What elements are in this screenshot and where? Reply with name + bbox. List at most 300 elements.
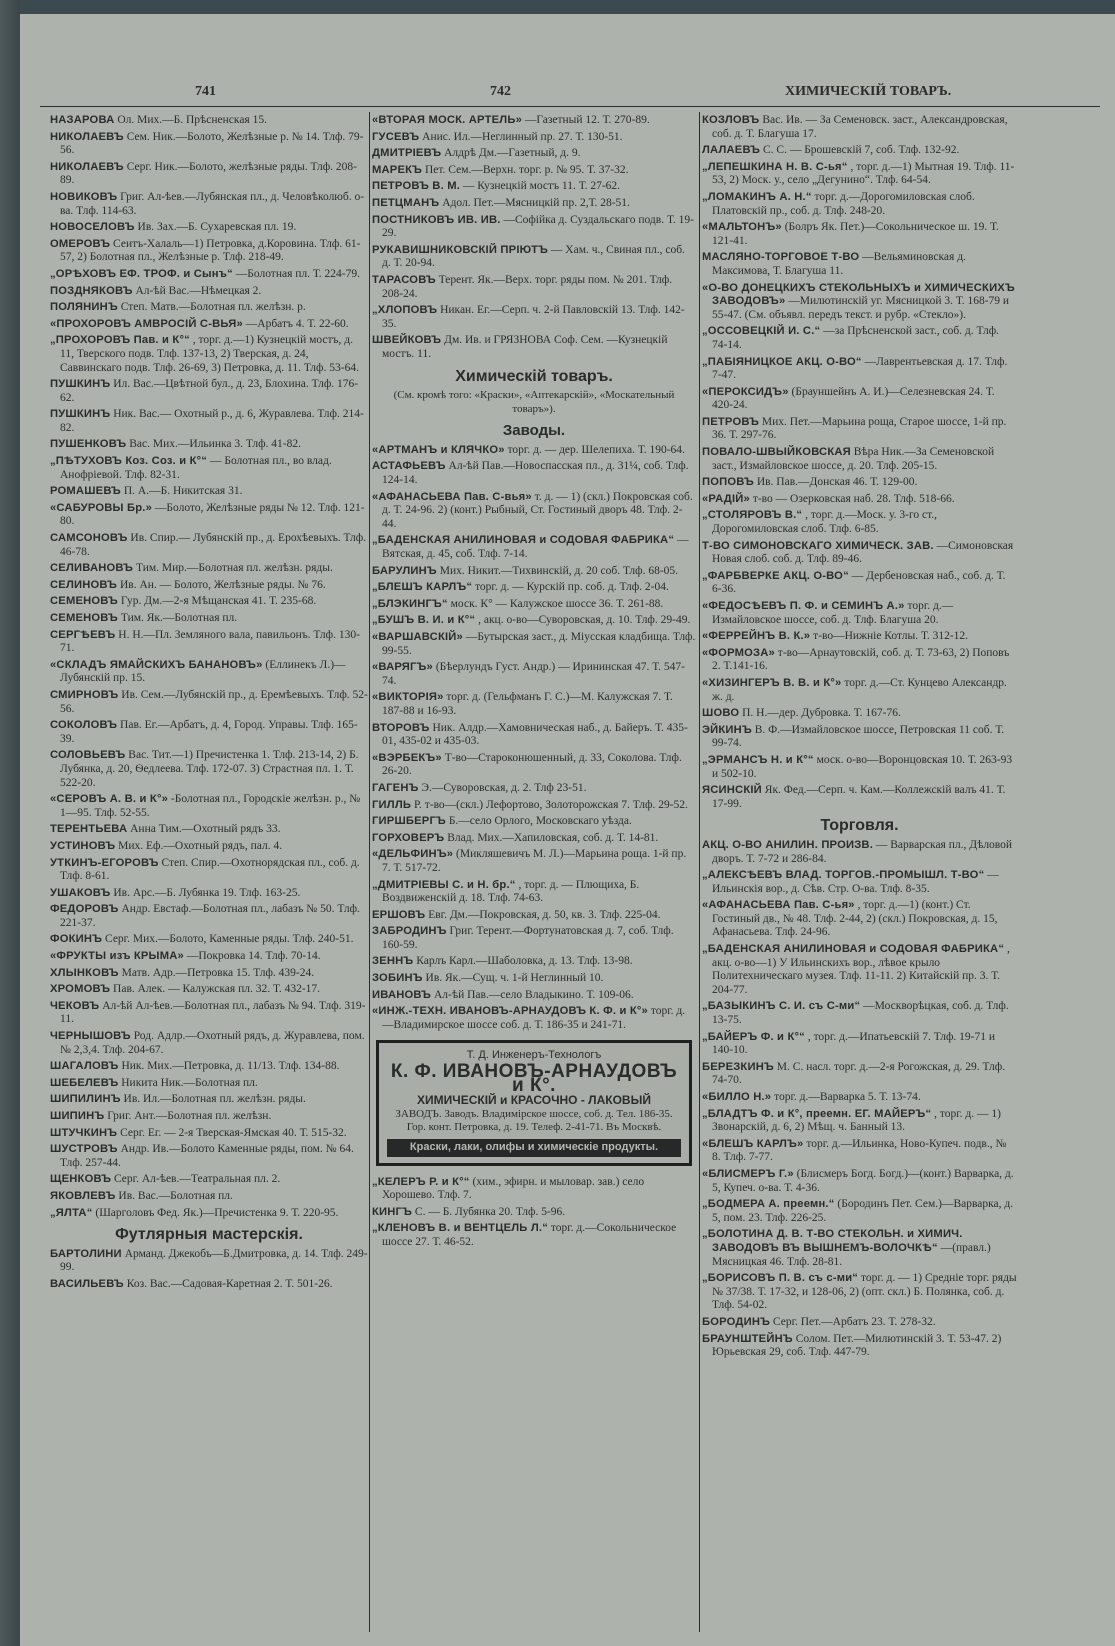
entry-details: Ив. Зах.—Б. Сухаревская пл. 19. <box>137 221 297 234</box>
directory-entry <box>50 161 368 188</box>
directory-entry <box>702 724 1017 751</box>
entry-name: „БОДМЕРА А. преемн.“ <box>702 1198 835 1211</box>
directory-entry <box>702 1316 1017 1330</box>
directory-entry <box>372 955 696 969</box>
subsection-title: Заводы. <box>502 422 566 440</box>
directory-entry <box>50 408 368 435</box>
directory-entry <box>50 612 368 626</box>
entry-name: СМИРНОВЪ <box>50 688 119 701</box>
entry-name: ИВАНОВЪ <box>372 988 432 1001</box>
entry-name: СЕЛИВАНОВЪ <box>50 562 134 575</box>
directory-entry <box>372 334 696 361</box>
section-title: Торговля. <box>820 817 899 835</box>
entry-name: ГИЛЛЬ <box>372 798 412 811</box>
directory-entry <box>372 460 696 487</box>
entry-details: —за Прѣсненской заст., соб. д. Тлф. 74-14. <box>712 325 1000 351</box>
entry-name: РУКАВИШНИКОВСКІЙ ПРІЮТЪ <box>372 243 549 256</box>
entry-details: Вѣра Ник.—За Семеновской заст., Измайловское шоссе, д. 20. Тлф. 205-15. <box>712 446 995 472</box>
entry-details: Терент. Як.—Верх. торг. ряды пом. № 201. Тлф. 208-24. <box>382 273 673 300</box>
entry-details: торг. д. (Гельфманъ Г. С.)—М. Калужская 7. Т. 187-88 и 16-93. <box>382 691 673 717</box>
entry-name: ПЕТРОВЪ В. М. <box>372 180 461 193</box>
entry-name: ФОКИНЪ <box>50 933 103 946</box>
entry-name: „КЛЕНОВЪ В. и ВЕНТЦЕЛЬ Л.“ <box>372 1222 548 1235</box>
entry-name: „БАДЕНСКАЯ АНИЛИНОВАЯ и СОДОВАЯ ФАБРИКА“ <box>702 943 1005 956</box>
directory-entry <box>50 114 368 128</box>
entry-name: «ИНЖ.-ТЕХН. ИВАНОВЪ-АРНАУДОВЪ К. Ф. и К°» <box>372 1005 648 1018</box>
ad-top-line: Т. Д. Инженеръ-Технологъ <box>466 1049 602 1062</box>
entry-name: ВТОРОВЪ <box>372 721 430 734</box>
entry-name: «ПРОХОРОВЪ АМВРОСІЙ С-ВЬЯ» <box>50 317 243 330</box>
directory-entry <box>702 144 1017 158</box>
entry-details: т-во — Озерковская наб. 28. Тлф. 518-66. <box>752 492 955 505</box>
entry-details: торг. д.—Измайловское шоссе, соб. д. Тлф. Благуша 20. <box>712 600 954 626</box>
entry-name: СЕЛИНОВЪ <box>50 578 118 591</box>
entry-details: , торг. д.—1) Мытная 19. Тлф. 11-53, 2) Моск. у., село „Дегунино“. Тлф. 64-54. <box>712 160 1015 187</box>
directory-entry <box>702 784 1017 811</box>
entry-name: ШОВО <box>702 707 740 720</box>
entry-name: ХЛЫНКОВЪ <box>50 966 119 979</box>
entry-name: ДМИТРІЕВЪ <box>372 147 442 160</box>
entry-details: Анис. Ил.—Неглинный пр. 27. Т. 130-51. <box>422 130 623 143</box>
entry-name: „БАДЕНСКАЯ АНИЛИНОВАЯ и СОДОВАЯ ФАБРИКА“ <box>372 534 675 547</box>
entry-name: „ЯЛТА“ <box>50 1206 93 1219</box>
ad-line-1: ХИМИЧЕСКІЙ и КРАСОЧНО - ЛАКОВЫЙ <box>417 1093 651 1108</box>
entry-details: Карлъ Карл.—Шаболовка, д. 13. Тлф. 13-98. <box>416 955 633 968</box>
directory-entry <box>50 1248 368 1275</box>
directory-entry <box>50 840 368 854</box>
entry-details: , торг. д. — Плющиха, Б. Воздвиженскій д. 18. Тлф. 74-63. <box>382 878 640 905</box>
entry-details: Ив. Як.—Сущ. ч. 1-й Неглинный 10. <box>425 972 604 985</box>
entry-name: ГАГЕНЪ <box>372 781 419 794</box>
directory-entry <box>372 909 696 923</box>
directory-entry <box>50 887 368 901</box>
entry-name: «ХИЗИНГЕРЪ В. В. и К°» <box>702 676 842 689</box>
column-3 <box>702 114 1017 1644</box>
entry-name: БРАУНШТЕЙНЪ <box>702 1332 793 1345</box>
entry-details: Ив. Арс.—Б. Лубянка 19. Тлф. 163-25. <box>113 886 301 899</box>
page-number: 742 <box>490 84 511 99</box>
directory-entry <box>50 579 368 593</box>
directory-entry <box>702 1168 1017 1195</box>
directory-entry <box>50 1110 368 1124</box>
directory-entry <box>372 799 696 813</box>
entry-details: (хим., эфирн. и мыловар. зав.) село Хорошево. Тлф. 7. <box>382 1175 645 1202</box>
entry-name: «РАДІЙ» <box>702 492 750 505</box>
entry-name: ПОЗДНЯКОВЪ <box>50 284 133 297</box>
directory-entry <box>50 983 368 997</box>
directory-entry <box>372 691 696 718</box>
directory-entry <box>702 325 1017 352</box>
entry-details: Б.—село Орлого, Московскаго уѣзда. <box>448 815 632 828</box>
directory-entry <box>702 647 1017 674</box>
directory-entry <box>50 793 368 820</box>
entry-details: Тим. Мир.—Болотная пл. желѣзн. ряды. <box>135 562 333 575</box>
entry-name: НАЗАРОВА <box>50 114 115 126</box>
entry-name: ХРОМОВЪ <box>50 983 111 996</box>
entry-name: ОМЕРОВЪ <box>50 237 111 250</box>
directory-entry <box>50 285 368 299</box>
directory-entry <box>372 244 696 271</box>
directory-entry <box>372 304 696 331</box>
directory-entry <box>50 1077 368 1091</box>
directory-entry <box>702 493 1017 507</box>
entry-details: (Бородинъ Пет. Сем.)—Варварка, д. 5, пом. 23. Тлф. 226-25. <box>712 1198 1014 1224</box>
entry-name: СЕМЕНОВЪ <box>50 595 118 608</box>
entry-name: САМСОНОВЪ <box>50 532 128 545</box>
directory-entry <box>50 1190 368 1204</box>
directory-entry <box>372 131 696 145</box>
directory-entry <box>702 570 1017 597</box>
entry-details: Ив. Пав.—Донская 46. Т. 129-00. <box>756 476 918 489</box>
entry-details: Тим. Як.—Болотная пл. <box>120 612 238 624</box>
entry-name: ПУШКИНЪ <box>50 408 111 421</box>
entry-details: (Болръ Як. Пет.)—Сокольническое ш. 19. Т. 121-41. <box>712 221 999 247</box>
entry-details: Серг. Мих.—Болото, Каменные ряды. Тлф. 240-51. <box>105 933 354 946</box>
entry-details: Ал-ѣй Пав.—село Владыкино. Т. 109-06. <box>433 988 634 1001</box>
entry-details: , торг. д. — 1) Звонарскій, д. 6, 2) Мѣщ. ч. Банный 13. <box>712 1107 1001 1134</box>
entry-name: ЯКОВЛЕВЪ <box>50 1189 116 1202</box>
directory-entry <box>702 707 1017 721</box>
entry-name: ПОЛЯНИНЪ <box>50 301 118 314</box>
entry-name: ЯСИНСКІЙ <box>702 784 762 797</box>
entry-details: П. А.—Б. Никитская 31. <box>123 485 243 498</box>
directory-entry <box>702 282 1017 323</box>
entry-name: ЕРШОВЪ <box>372 908 426 921</box>
entry-details: —Болотная пл. Т. 224-79. <box>235 267 360 280</box>
entry-name: ГОРХОВЕРЪ <box>372 831 445 844</box>
entry-details: Род. Адлр.—Охотный рядъ, д. Журавлева, пом. № 2,3,4. Тлф. 204-67. <box>60 1030 365 1056</box>
entry-name: МАСЛЯНО-ТОРГОВОЕ Т-ВО <box>702 251 860 264</box>
entry-details: П. Н.—дер. Дубровка. Т. 167-76. <box>742 707 901 720</box>
entry-details: —Москворѣцкая, соб. д. Тлф. 13-75. <box>712 1000 1009 1027</box>
directory-entry <box>50 950 368 964</box>
directory-entry <box>702 509 1017 536</box>
entry-details: Анна Тим.—Охотный рядъ 33. <box>130 823 281 836</box>
entry-details: Алдрѣ Дм.—Газетный, д. 9. <box>444 147 581 160</box>
entry-details: , акц. о-во—1) У Ильинскихъ вор., лѣвое крыло Политехническаго музея. Тлф. 11-11. 2) Китайскій пр. 3. Т. 204-77. <box>712 943 1010 996</box>
entry-details: Коз. Вас.—Садовая-Каретная 2. Т. 501-26. <box>126 1277 333 1290</box>
directory-entry <box>702 1091 1017 1105</box>
entry-name: КОЗЛОВЪ <box>702 114 760 126</box>
entry-name: «ВТОРАЯ МОСК. АРТЕЛЬ» <box>372 114 522 126</box>
entry-name: «ПЕРОКСИДЪ» <box>702 385 789 398</box>
entry-details: Мих. Никит.—Тихвинскій, д. 20 соб. Тлф. 68-05. <box>439 564 679 577</box>
entry-details: —Милютинскій уг. Мясницкой 3. Т. 168-79 и 55-47. (См. объявл. передъ текст. и рубр. «Стекло»). <box>712 295 1010 321</box>
entry-details: , торг. д.—Моск. у. 3-го ст., Дорогомиловская слоб. Тлф. 6-85. <box>712 509 938 536</box>
entry-name: Т-ВО СИМОНОВСКАГО ХИМИЧЕСК. ЗАВ. <box>702 539 934 552</box>
entry-name: „ФАРБВЕРКЕ АКЦ. О-ВО“ <box>702 569 849 582</box>
entry-details: —Софійка д. Суздальскаго подв. Т. 19-29. <box>382 213 694 240</box>
column-2 <box>372 114 696 1644</box>
entry-details: Н. Н.—Пл. Земляного вала, павильонъ. Тлф. 130-71. <box>60 628 360 655</box>
entry-name: ГИРШБЕРГЪ <box>372 815 446 828</box>
directory-entry <box>702 1198 1017 1225</box>
directory-entry <box>702 1108 1017 1135</box>
entry-details: —Симоновская Новая слоб. соб. д. Тлф. 89-46. <box>712 539 1014 566</box>
directory-entry <box>50 1030 368 1057</box>
entry-details: Андр. Ив.—Болото Каменные ряды, пом. № 64. Тлф. 257-44. <box>60 1143 354 1169</box>
directory-entry <box>702 754 1017 781</box>
entry-details: Ал-ѣй Ал-ѣев.—Болотная пл., лабазъ № 94. Тлф. 319-11. <box>60 999 366 1026</box>
advertisement-box <box>376 1040 692 1165</box>
entry-details: Ник. Вас.— Охотный р., д. 6, Журавлева. Тлф. 214-82. <box>60 408 364 434</box>
directory-entry <box>372 274 696 301</box>
directory-entry <box>50 967 368 981</box>
entry-name: ПУШКИНЪ <box>50 378 111 391</box>
entry-name: БЕРЕЗКИНЪ <box>702 1060 774 1073</box>
entry-name: „ОССОВЕЦКІЙ И. С.“ <box>702 325 821 338</box>
entry-details: Мих. Еф.—Охотный рядъ, пал. 4. <box>118 839 283 852</box>
entry-details: Серг. Ник.—Болото, желѣзные ряды. Тлф. 208-89. <box>60 160 357 187</box>
entry-name: ПЕТЦМАНЪ <box>372 196 440 209</box>
entry-details: Григ. Ал-ѣев.—Лубянская пл., д. Человѣколюб. о-ва. Тлф. 114-63. <box>60 190 365 217</box>
entry-details: торг. д. — дер. Шелепиха. Т. 190-64. <box>507 443 685 456</box>
entry-name: «МАЛЬТОНЪ» <box>702 221 782 234</box>
entry-name: „БАЗЫКИНЪ С. И. съ С-ми“ <box>702 1000 861 1013</box>
entry-name: «ФЕРРЕЙНЪ В. К.» <box>702 630 811 643</box>
directory-entry <box>50 903 368 930</box>
entry-details: моск. о-во—Воронцовская 10. Т. 263-93 и 502-10. <box>712 753 1013 780</box>
entry-name: ПЕТРОВЪ <box>702 415 760 428</box>
entry-name: БОРОДИНЪ <box>702 1315 771 1328</box>
entry-details: — Кузнецкій мостъ 11. Т. 27-62. <box>462 180 621 193</box>
entry-name: ЛАЛАЕВЪ <box>702 144 761 157</box>
directory-entry <box>50 532 368 559</box>
directory-entry <box>50 191 368 218</box>
entry-name: «ВАРЯГЪ» <box>372 661 433 674</box>
entry-name: «О-ВО ДОНЕЦКИХЪ СТЕКОЛЬНЫХЪ и ХИМИЧЕСКИХЪ ЗАВОДОВЪ» <box>702 281 1015 308</box>
column-1 <box>50 114 368 1644</box>
entry-details: Ив. Сем.—Лубянскій пр., д. Еремѣевыхъ. Тлф. 52-56. <box>60 688 368 715</box>
directory-entry <box>372 972 696 986</box>
page-header <box>20 84 1115 104</box>
entry-details: , торг. д.—1) Кузнецкій мостъ, д. 11, Тверского подв. Тлф. 137-13, 2) Тверская, д. 24, Саввинскаго подв. Тлф. 26-69, 3) Петровка, д. 11. Тлф. 53-64. <box>60 334 359 374</box>
directory-entry <box>702 677 1017 704</box>
entry-details: торг. д.—Варварка 5. Т. 13-74. <box>774 1091 921 1103</box>
entry-name: КИНГЪ <box>372 1205 413 1218</box>
directory-entry <box>50 823 368 837</box>
directory-entry <box>50 595 368 609</box>
entry-name: «ФОРМОЗА» <box>702 646 775 659</box>
entry-details: — Дербеновская наб., соб. д. Т. 6-36. <box>712 569 1006 596</box>
entry-name: „ПРОХОРОВЪ Пав. и К°“ <box>50 334 190 347</box>
directory-entry <box>372 1206 696 1220</box>
directory-entry <box>50 1127 368 1141</box>
directory-entry <box>372 782 696 796</box>
entry-name: „ЛЕПЕШКИНА Н. В. С-ья“ <box>702 160 848 173</box>
book-spine <box>0 0 20 1646</box>
entry-details: Солом. Пет.—Милютинскій 3. Т. 53-47. 2) Юрьевская 29, соб. Тлф. 447-79. <box>712 1332 1002 1359</box>
directory-entry <box>702 476 1017 490</box>
entry-details: (Шарголовъ Фед. Як.)—Пречистенка 9. Т. 220-95. <box>95 1206 339 1219</box>
entry-details: —Ильинскія вор., д. Сѣв. Стр. О-ва. Тлф. 8-35. <box>712 869 999 895</box>
entry-name: ШЕБЕЛЕВЪ <box>50 1076 119 1089</box>
entry-name: ЧЕРНЫШОВЪ <box>50 1030 131 1043</box>
entry-name: «ДЕЛЬФИНЪ» <box>372 848 454 861</box>
entry-name: ВАСИЛЬЕВЪ <box>50 1277 124 1290</box>
entry-details: (Брауншейнъ А. И.)—Селезневская 24. Т. 420-24. <box>712 385 995 412</box>
entry-name: «АРТМАНЪ и КЛЯЧКО» <box>372 443 505 456</box>
entry-details: Дм. Ив. и ГРЯЗНОВА Соф. Сем. —Кузнецкій мостъ. 11. <box>382 334 668 360</box>
directory-entry <box>372 114 696 128</box>
entry-details: Андр. Евстаф.—Болотная пл., лабазъ № 50. Тлф. 221-37. <box>60 903 360 929</box>
entry-details: Адол. Пет.—Мясницкій пр. 2,Т. 28-51. <box>442 196 630 209</box>
entry-details: В. Ф.—Измайловское шоссе, Петровская 11 соб. Т. 99-74. <box>712 723 1005 750</box>
directory-entry <box>372 989 696 1003</box>
entry-details: Серг. Пет.—Арбатъ 23. Т. 278-32. <box>772 1315 936 1328</box>
entry-name: „БОРИСОВЪ П. В. съ с-ми“ <box>702 1272 859 1285</box>
entry-name: ФЕДОРОВЪ <box>50 903 119 916</box>
directory-entry <box>50 933 368 947</box>
entry-name: «БЛИСМЕРЪ Г.» <box>702 1167 794 1180</box>
entry-name: АКЦ. О-ВО АНИЛИН. ПРОИЗВ. <box>702 838 874 851</box>
entry-details: Никита Ник.—Болотная пл. <box>121 1076 258 1089</box>
directory-entry <box>50 1000 368 1027</box>
entry-details: торг. д.—Ст. Кунцево Александр. ж. д. <box>712 676 1007 703</box>
entry-name: ШВЕЙКОВЪ <box>372 334 442 347</box>
entry-name: УШАКОВЪ <box>50 886 111 899</box>
directory-entry <box>702 899 1017 940</box>
entry-name: „БОЛОТИНА Д. В. Т-ВО СТЕКОЛЬН. и ХИМИЧ. ЗАВОДОВЪ ВЪ ВЫШНЕМЪ-ВОЛОЧКѢ“ <box>702 1228 963 1254</box>
header-rule <box>40 106 1100 107</box>
directory-entry <box>702 943 1017 997</box>
directory-entry <box>702 1000 1017 1027</box>
directory-entry <box>50 1060 368 1074</box>
entry-name: РОМАШЕВЪ <box>50 485 121 498</box>
entry-name: «БЛЕШЪ КАРЛЪ» <box>702 1137 804 1150</box>
entry-details: торг. д. — 1) Средніе торг. ряды № 37/38. Т. 17-32, и 128-06, 2) (опт. скл.) Б. Полянка, соб. д. Тлф. 54-02. <box>712 1272 1017 1312</box>
entry-details: моск. К° — Калужское шоссе 36. Т. 261-88. <box>450 597 664 610</box>
directory-entry <box>702 251 1017 278</box>
entry-details: т-во—Нижніе Котлы. Т. 312-12. <box>813 630 969 643</box>
entry-details: Григ. Ант.—Болотная пл. желѣзн. <box>107 1110 272 1122</box>
directory-entry <box>50 749 368 790</box>
directory-entry <box>372 197 696 211</box>
directory-entry <box>372 491 696 532</box>
entry-details: — Хам. ч., Свиная пл., соб. д. Т. 20-94. <box>382 243 685 270</box>
entry-details: торг. д.—Дорогомиловская слоб. Платовскій пр., соб. д. Тлф. 248-20. <box>712 190 975 217</box>
directory-entry <box>702 1031 1017 1058</box>
entry-details: (Микляшевичъ М. Л.)—Марьина роща. 1-й пр. 7. Т. 517-72. <box>382 848 687 874</box>
directory-entry <box>50 221 368 235</box>
entry-details: -Болотная пл., Городскіе желѣзн. р., № 1—95. Тлф. 52-55. <box>60 793 361 819</box>
entry-details: Пав. Ег.—Арбатъ, д. 4, Город. Управы. Тлф. 165-39. <box>60 719 358 745</box>
directory-entry <box>702 416 1017 443</box>
entry-name: „КЕЛЕРЪ Р. и К°“ <box>372 1175 470 1188</box>
directory-entry <box>50 1093 368 1107</box>
entry-name: «САБУРОВЫ Бр.» <box>50 501 152 514</box>
section-title: Химическій товаръ. <box>455 367 613 385</box>
ad-address: ЗАВОДЪ. Заводъ. Владимірское шоссе, соб. д. Тел. 186-35. Гор. конт. Петровка, д. 19. Телеф. 2-41-71. Въ Москвѣ. <box>395 1107 673 1134</box>
entry-details: Евг. Дм.—Покровская, д. 50, кв. 3. Тлф. 225-04. <box>428 908 661 921</box>
directory-entry <box>702 1333 1017 1360</box>
entry-details: Ник. Мих.—Петровка, д. 11/13. Тлф. 134-88. <box>121 1060 340 1073</box>
entry-details: Серг. Ал-ѣев.—Театральная пл. 2. <box>114 1173 281 1186</box>
entry-name: „ХЛОПОВЪ <box>372 304 438 317</box>
directory-entry <box>50 334 368 375</box>
entry-name: ШИПИНЪ <box>50 1110 105 1122</box>
entry-name: „БЛЭКИНГЪ“ <box>372 597 448 610</box>
entry-details: Сем. Ник.—Болото, Желѣзные р. № 14. Тлф. 79-56. <box>60 130 364 157</box>
entry-details: Сеитъ-Халаль—1) Петровка, д.Коровина. Тлф. 61-57, 2) Болотная пл., Желѣзные р. Тлф. 218-49. <box>60 237 361 264</box>
directory-entry <box>372 815 696 829</box>
entry-details: Пав. Алек. — Калужская пл. 32. Т. 432-17. <box>113 983 321 996</box>
entry-details: Матв. Адр.—Петровка 15. Тлф. 439-24. <box>121 966 315 979</box>
directory-entry <box>702 600 1017 627</box>
column-divider-1 <box>369 112 370 1632</box>
entry-name: ПУШЕНКОВЪ <box>50 438 127 451</box>
entry-details: —Болото, Желѣзные ряды № 12. Тлф. 121-80. <box>60 501 365 528</box>
entry-name: СОЛОВЬЕВЪ <box>50 749 126 762</box>
directory-entry <box>50 131 368 158</box>
entry-name: «БИЛЛО Н.» <box>702 1091 772 1103</box>
entry-name: «СЕРОВЪ А. В. и К°» <box>50 793 169 806</box>
entry-details: Никан. Ег.—Серп. ч. 2-й Павловскій 13. Тлф. 142-35. <box>382 304 685 330</box>
entry-name: НОВОСЕЛОВЪ <box>50 221 135 234</box>
entry-name: «АФАНАСЬЕВА Пав. С-вья» <box>372 490 532 503</box>
directory-entry <box>702 446 1017 473</box>
directory-entry <box>50 1143 368 1170</box>
entry-details: Степ. Матв.—Болотная пл. желѣзн. р. <box>120 301 306 314</box>
entry-name: „ЛОМАКИНЪ А. Н.“ <box>702 190 812 203</box>
entry-details: торг. д. — Курскій пр. соб. д. Тлф. 2-04. <box>475 581 669 594</box>
entry-details: , торг. д.—1) (конт.) Ст. Гостиный дв., № 48. Тлф. 2-44, 2) (скл.) Покровская, д. 15, Афанасьева. Тлф. 24-96. <box>712 899 998 939</box>
entry-details: С. С. — Брошевскій 7, соб. Тлф. 132-92. <box>762 144 960 157</box>
directory-page <box>20 14 1115 1646</box>
directory-entry <box>372 925 696 952</box>
directory-entry <box>50 502 368 529</box>
entry-details: Ив. Вас.—Болотная пл. <box>118 1189 233 1202</box>
entry-details: (Еллинекъ Л.)—Лубянскій пр. 15. <box>60 658 346 685</box>
entry-name: ШАГАЛОВЪ <box>50 1060 119 1073</box>
directory-entry <box>702 839 1017 866</box>
directory-entry <box>702 191 1017 218</box>
entry-name: ЩЕНКОВЪ <box>50 1173 112 1186</box>
entry-details: т-во—Арнаутовскій, соб. д. Т. 73-63, 2) Поповъ 2. Т.141-16. <box>712 646 1010 673</box>
running-title: ХИМИЧЕСКІЙ ТОВАРЪ. <box>785 84 952 99</box>
entry-details: —Газетный 12. Т. 270-89. <box>524 114 650 126</box>
entry-details: , торг. д.—Ипатьевскій 7. Тлф. 19-71 и 140-10. <box>712 1030 996 1057</box>
directory-entry <box>372 444 696 458</box>
entry-name: „ДМИТРІЕВЫ С. и Н. бр.“ <box>372 878 516 891</box>
entry-name: „ОРѢХОВЪ ЕФ. ТРОФ. и Сынъ“ <box>50 267 233 280</box>
directory-entry <box>702 114 1017 141</box>
entry-details: Пет. Сем.—Верхн. торг. р. № 95. Т. 37-32. <box>424 163 629 176</box>
entry-details: Ник. Алдр.—Хамовническая наб., д. Байеръ. Т. 435-01, 435-02 и 435-03. <box>382 721 688 748</box>
entry-details: Арманд. Джекобъ—Б.Дмитровка, д. 14. Тлф. 249-99. <box>60 1247 368 1274</box>
entry-details: Ал-ѣй Пав.—Новоспасская пл., д. 31¼, соб. Тлф. 124-14. <box>382 460 689 487</box>
directory-entry <box>372 164 696 178</box>
entry-details: торг. д.—Ильинка, Ново-Купеч. подв., № 8. Тлф. 7-77. <box>712 1137 1007 1164</box>
directory-entry <box>50 689 368 716</box>
entry-details: —Бутырская заст., д. Міусская кладбища. Тлф. 99-55. <box>382 631 696 657</box>
entry-details: Мих. Пет.—Марьина роща, Старое шоссе, 1-й пр. 36. Т. 297-76. <box>712 415 1007 442</box>
entry-name: ШУСТРОВЪ <box>50 1143 118 1156</box>
directory-entry <box>50 378 368 405</box>
entry-name: „БУШЪ В. И. и К°“ <box>372 614 476 627</box>
entry-name: МАРЕКЪ <box>372 163 423 176</box>
entry-name: ГУСЕВЪ <box>372 130 420 143</box>
entry-name: «АФАНАСЬЕВА Пав. С-ья» <box>702 899 855 912</box>
directory-entry <box>372 614 696 628</box>
directory-entry <box>702 1061 1017 1088</box>
directory-entry <box>372 848 696 875</box>
entry-details: т. д. — 1) (скл.) Покровская соб. д. Т. 24-96. 2) (конт.) Рыбный, Ст. Гостиный дворъ 48. Тлф. 2-44. <box>382 490 693 530</box>
directory-entry <box>372 631 696 658</box>
entry-name: БАРТОЛИНИ <box>50 1247 122 1260</box>
directory-entry <box>50 455 368 482</box>
cross-reference-note: (См. кромѣ того: «Краски», «Аптекарскій», «Москательный товаръ»). <box>393 389 675 415</box>
